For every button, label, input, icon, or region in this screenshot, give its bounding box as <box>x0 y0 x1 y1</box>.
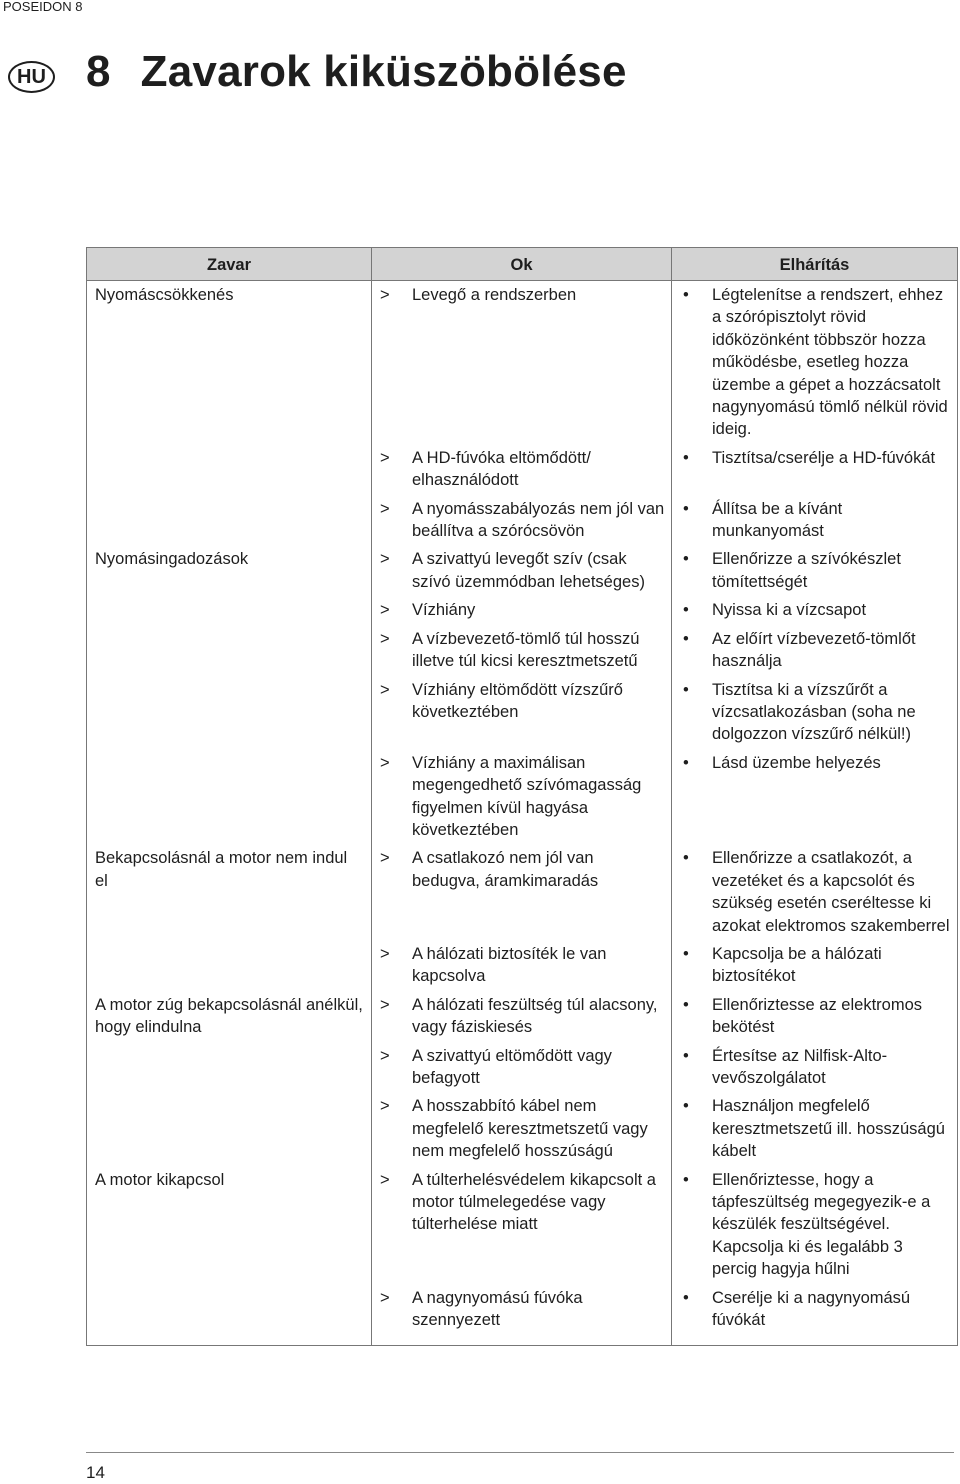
cause-item <box>380 599 665 621</box>
table-body <box>87 281 958 1346</box>
table-row <box>87 844 958 940</box>
fix-cell <box>672 844 958 940</box>
fault-cell <box>87 1092 372 1165</box>
cause-item <box>380 943 665 988</box>
fix-text: Kapcsolja be a hálózati biztosítékot <box>712 944 882 986</box>
cause-text: Vízhiány <box>412 601 476 620</box>
bullet-marker: • <box>683 1288 689 1307</box>
cause-marker: > <box>380 550 390 569</box>
column-header-cause: Ok <box>372 248 672 281</box>
fix-item <box>680 994 951 1039</box>
table-row <box>87 1092 958 1165</box>
fault-cell: Nyomáscsökkenés <box>87 281 372 444</box>
fix-item <box>680 1095 951 1162</box>
cause-marker: > <box>380 753 390 772</box>
table-row <box>87 940 958 991</box>
document-label: POSEIDON 8 <box>3 0 83 14</box>
fault-cell <box>87 676 372 749</box>
cause-cell <box>372 844 672 940</box>
fault-cell <box>87 495 372 546</box>
bullet-marker: • <box>683 286 689 304</box>
fix-item <box>680 1169 951 1281</box>
cause-marker: > <box>380 944 390 963</box>
chapter-title: Zavarok kiküszöbölése <box>140 47 627 96</box>
language-badge: HU <box>8 61 55 93</box>
fix-text: Ellenőriztesse, hogy a tápfeszültség megegyezik-e a készülék feszültségével. Kapcsolja ki és legalább 3 percig hagyja hűlni <box>712 1170 931 1279</box>
cause-item <box>380 679 665 724</box>
fix-text: Használjon megfelelő keresztmetszetű ill. hosszúságú kábelt <box>712 1097 945 1161</box>
chapter-heading <box>86 47 627 97</box>
bullet-marker: • <box>683 849 689 868</box>
chapter-number: 8 <box>86 47 111 96</box>
fix-cell <box>672 625 958 676</box>
cause-cell <box>372 444 672 495</box>
table-header-row <box>87 248 958 281</box>
table-row <box>87 625 958 676</box>
cause-text: A szivattyú levegőt szív (csak szívó üzemmódban lehetséges) <box>412 550 645 591</box>
bullet-marker: • <box>683 1170 689 1189</box>
cause-cell <box>372 545 672 596</box>
fix-item <box>680 447 951 469</box>
fault-cell <box>87 596 372 624</box>
cause-item <box>380 447 665 492</box>
table-row <box>87 596 958 624</box>
fix-text: Értesítse az Nilfisk-Alto-vevőszolgálatot <box>712 1046 888 1087</box>
fix-cell <box>672 1042 958 1093</box>
cause-marker: > <box>380 499 390 518</box>
fix-cell <box>672 444 958 495</box>
cause-marker: > <box>380 448 390 467</box>
bullet-marker: • <box>683 601 689 620</box>
cause-cell <box>372 991 672 1042</box>
fault-cell: A motor kikapcsol <box>87 1166 372 1284</box>
fix-cell <box>672 940 958 991</box>
fix-cell <box>672 495 958 546</box>
cause-marker: > <box>380 601 390 620</box>
fix-text: Ellenőriztesse az elektromos bekötést <box>712 995 923 1037</box>
fix-text: Tisztítsa/cserélje a HD-fúvókát <box>712 448 936 467</box>
fix-item <box>680 548 951 593</box>
cause-item <box>380 548 665 593</box>
cause-cell <box>372 1166 672 1284</box>
fix-item <box>680 752 951 774</box>
cause-marker: > <box>380 995 390 1014</box>
cause-item <box>380 1287 665 1332</box>
table-row <box>87 545 958 596</box>
fix-item <box>680 628 951 673</box>
fault-cell <box>87 1284 372 1346</box>
fix-cell <box>672 281 958 444</box>
fault-cell: Nyomásingadozások <box>87 545 372 596</box>
fix-text: Lásd üzembe helyezés <box>712 753 881 772</box>
cause-marker: > <box>380 1288 390 1307</box>
cause-item <box>380 1045 665 1090</box>
footer-divider <box>86 1452 954 1453</box>
cause-text: A nagynyomású fúvóka szennyezett <box>412 1288 583 1330</box>
bullet-marker: • <box>683 550 689 569</box>
fault-cell: A motor zúg bekapcsolásnál anélkül, hogy elindulna <box>87 991 372 1042</box>
column-header-fault: Zavar <box>87 248 372 281</box>
fault-cell <box>87 940 372 991</box>
cause-text: A nyomásszabályozás nem jól van beállítva a szórócsövön <box>412 499 665 541</box>
cause-item <box>380 628 665 673</box>
table-row <box>87 991 958 1042</box>
cause-marker: > <box>380 680 390 699</box>
cause-cell <box>372 1092 672 1165</box>
fix-text: Cserélje ki a nagynyomású fúvókát <box>712 1288 911 1330</box>
cause-item <box>380 498 665 543</box>
column-header-fix: Elhárítás <box>672 248 958 281</box>
fix-text: Tisztítsa ki a vízszűrőt a vízcsatlakozásban (soha ne dolgozzon vízszűrő nélkül!) <box>712 680 916 744</box>
cause-cell <box>372 749 672 845</box>
fix-cell <box>672 1284 958 1346</box>
cause-marker: > <box>380 1097 390 1116</box>
cause-marker: > <box>380 286 390 304</box>
table-row <box>87 1042 958 1093</box>
fix-item <box>680 498 951 543</box>
cause-text: A HD-fúvóka eltömődött/ elhasználódott <box>412 448 591 490</box>
fault-cell <box>87 749 372 845</box>
table-row <box>87 1284 958 1346</box>
cause-marker: > <box>380 1046 390 1065</box>
table-row <box>87 749 958 845</box>
bullet-marker: • <box>683 1046 689 1065</box>
cause-item <box>380 284 665 306</box>
fault-cell <box>87 444 372 495</box>
table-row <box>87 1166 958 1284</box>
fix-item <box>680 943 951 988</box>
fix-text: Légtelenítse a rendszert, ehhez a szórópisztolyt rövid időközönként többször hozza működésbe, esetleg hozza üzembe a gépet a hozzácsatolt nagynyomású tömlő nélkül rövid ideig. <box>712 286 948 439</box>
cause-cell <box>372 676 672 749</box>
cause-cell <box>372 495 672 546</box>
cause-item <box>380 994 665 1039</box>
fault-cell <box>87 1042 372 1093</box>
table-row <box>87 495 958 546</box>
cause-cell <box>372 625 672 676</box>
bullet-marker: • <box>683 680 689 699</box>
troubleshooting-table <box>86 247 958 1346</box>
cause-text: Levegő a rendszerben <box>412 286 577 304</box>
fix-cell <box>672 1166 958 1284</box>
cause-text: Vízhiány eltömődött vízszűrő következtében <box>412 680 623 721</box>
cause-text: A hosszabbító kábel nem megfelelő keresztmetszetű vagy nem megfelelő hosszúságú <box>412 1097 648 1161</box>
fix-text: Nyissa ki a vízcsapot <box>712 601 867 620</box>
cause-cell <box>372 281 672 444</box>
cause-text: A túlterhelésvédelem kikapcsolt a motor túlmelegedése vagy túlterhelése miatt <box>412 1170 656 1234</box>
fix-item <box>680 599 951 621</box>
cause-cell <box>372 940 672 991</box>
cause-text: A hálózati feszültség túl alacsony, vagy fáziskiesés <box>412 995 658 1037</box>
cause-text: A csatlakozó nem jól van bedugva, áramkimaradás <box>412 849 599 890</box>
fault-cell <box>87 625 372 676</box>
cause-text: A vízbevezető-tömlő túl hosszú illetve túl kicsi keresztmetszetű <box>412 629 640 671</box>
cause-cell <box>372 1042 672 1093</box>
cause-text: A hálózati biztosíték le van kapcsolva <box>412 944 607 986</box>
cause-item <box>380 847 665 892</box>
bullet-marker: • <box>683 448 689 467</box>
fix-item <box>680 1287 951 1332</box>
table-row <box>87 444 958 495</box>
fault-cell: Bekapcsolásnál a motor nem indul el <box>87 844 372 940</box>
cause-item <box>380 752 665 842</box>
fix-cell <box>672 596 958 624</box>
fix-item <box>680 679 951 746</box>
bullet-marker: • <box>683 629 689 648</box>
page-number: 14 <box>86 1463 105 1482</box>
fix-item <box>680 1045 951 1090</box>
fix-cell <box>672 545 958 596</box>
cause-item <box>380 1169 665 1236</box>
cause-marker: > <box>380 629 390 648</box>
fix-text: Ellenőrizze a csatlakozót, a vezetéket és a kapcsolót és szükség esetén cseréltesse ki azokat elektromos szakemberrel <box>712 849 950 935</box>
cause-item <box>380 1095 665 1162</box>
cause-marker: > <box>380 1170 390 1189</box>
bullet-marker: • <box>683 1097 689 1116</box>
fix-cell <box>672 676 958 749</box>
fix-cell <box>672 1092 958 1165</box>
cause-cell <box>372 1284 672 1346</box>
cause-text: A szivattyú eltömődött vagy befagyott <box>412 1046 612 1087</box>
fix-cell <box>672 749 958 845</box>
table-row <box>87 281 958 444</box>
fix-text: Állítsa be a kívánt munkanyomást <box>712 499 843 541</box>
fix-item <box>680 847 951 937</box>
cause-text: Vízhiány a maximálisan megengedhető szívómagasság figyelmen kívül hagyása következtében <box>412 753 642 839</box>
table-row <box>87 676 958 749</box>
fix-item <box>680 284 951 441</box>
fix-text: Az előírt vízbevezető-tömlőt használja <box>712 629 916 671</box>
cause-cell <box>372 596 672 624</box>
cause-marker: > <box>380 849 390 868</box>
bullet-marker: • <box>683 944 689 963</box>
bullet-marker: • <box>683 499 689 518</box>
fix-cell <box>672 991 958 1042</box>
fix-text: Ellenőrizze a szívókészlet tömítettségét <box>712 550 901 591</box>
bullet-marker: • <box>683 995 689 1014</box>
bullet-marker: • <box>683 753 689 772</box>
